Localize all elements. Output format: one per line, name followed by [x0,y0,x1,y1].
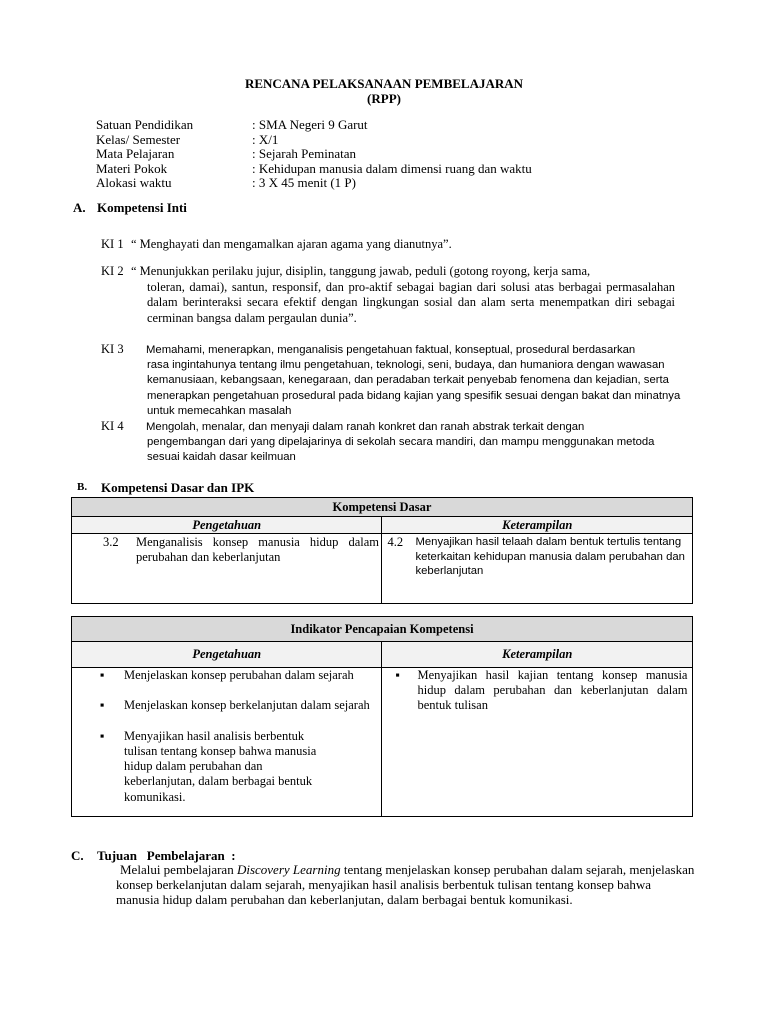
kd-table [71,497,693,604]
ipk-item: Menyajikan hasil analisis berbentuk tulisan tentang konsep bahwa manusia hidup dalam perubahan dan keberlanjutan, dalam berbagai bentuk komunikasi. [124,728,317,804]
kd-table-header: Kompetensi Dasar [72,498,693,517]
kd-number: 4.2 [387,535,404,549]
ipk-item: Menjelaskan konsep berkelanjutan dalam sejarah [124,698,370,713]
ki1-label: KI 1 [101,237,124,251]
info-value: : Kehidupan manusia dalam dimensi ruang dan waktu [252,160,532,176]
bullet-icon: ▪ [395,668,400,682]
kd-keterampilan-cell [382,534,693,604]
ki3-text: rasa ingintahunya tentang ilmu pengetahuan, teknologi, seni, budaya, dan humaniora dengan wawasan kemanusiaan, kebangsaan, kenegaraan, dan peradaban terkait penyebab fenomena dan kejadian, serta menerapkan pengetahuan prosedural pada bidang kajian yang spesifik sesuai dengan bakat dan minatnya untuk memecahkan masalah [147,359,681,417]
kd-text: Menganalisis konsep manusia hidup dalam perubahan dan keberlanjutan [136,535,379,564]
section-a-letter: A. [73,200,86,215]
ki4-first-line: Mengolah, menalar, dan menyaji dalam ranah konkret dan ranah abstrak terkait dengan [146,421,585,433]
info-block [96,118,696,193]
kd-text: Menyajikan hasil telaah dalam bentuk tertulis tentang keterkaitan kehidupan manusia dalam perubahan dan keberlanjutan [415,536,685,577]
bullet-icon: ▪ [100,728,105,743]
info-label: Materi Pokok [96,160,168,176]
kd-number: 3.2 [103,535,119,549]
info-label: Kelas/ Semester [96,131,181,147]
kd-col-keterampilan: Keterampilan [382,517,693,534]
section-b-letter: B. [77,481,88,493]
ipk-item: Menjelaskan konsep perubahan dalam sejarah [124,668,354,682]
tujuan-method: Discovery Learning [236,862,341,877]
document-subtitle: (RPP) [367,91,401,106]
ipk-table [71,616,693,817]
bullet-icon: ▪ [100,668,105,682]
ki1-text: “ Menghayati dan mengamalkan ajaran agama yang dianutnya”. [131,237,452,251]
section-b-title: Kompetensi Dasar dan IPK [101,480,255,495]
section-c-title: Tujuan Pembelajaran : [97,848,236,863]
section-a-title: Kompetensi Inti [97,200,187,215]
document-title: RENCANA PELAKSANAAN PEMBELAJARAN [244,76,524,91]
info-label: Mata Pelajaran [96,146,175,161]
ipk-keterampilan-cell [382,668,693,817]
info-label: Alokasi waktu [96,175,172,190]
ki2-first-line: “ Menunjukkan perilaku jujur, disiplin, tanggung jawab, peduli (gotong royong, kerja sama, [131,264,591,278]
info-value: : X/1 [252,131,279,147]
tujuan-text-post: tentang menjelaskan konsep perubahan dalam sejarah, menjelaskan konsep berkelanjutan dalam sejarah, menyajikan hasil analisis berbentuk tulisan tentang konsep bahwa manusia hidup dalam perubahan dan keberlanjutan, dalam berbagai bentuk komunikasi. [116,862,695,908]
tujuan-text-pre: Melalui pembelajaran [120,862,237,877]
kd-pengetahuan-cell [72,534,382,604]
ki2-label: KI 2 [101,264,124,278]
ipk-col-keterampilan: Keterampilan [382,642,693,668]
ki3-label: KI 3 [101,342,124,356]
ipk-item: Menyajikan hasil kajian tentang konsep manusia hidup dalam perubahan dan keberlanjutan dalam bentuk tulisan [417,668,688,713]
info-value: : 3 X 45 menit (1 P) [252,175,356,190]
ipk-table-header: Indikator Pencapaian Kompetensi [72,617,693,642]
ipk-pengetahuan-cell [72,668,382,817]
tujuan-paragraph [116,862,696,908]
ipk-col-pengetahuan: Pengetahuan [72,642,382,668]
info-value: : Sejarah Peminatan [252,146,356,161]
ki4-label: KI 4 [101,419,124,433]
info-label: Satuan Pendidikan [96,117,194,132]
section-c-letter: C. [71,848,84,863]
bullet-icon: ▪ [100,698,105,713]
info-value: : SMA Negeri 9 Garut [252,117,368,132]
ki3-first-line: Memahami, menerapkan, menganalisis pengetahuan faktual, konseptual, prosedural berdasarkan [146,344,636,356]
ki2-text: toleran, damai), santun, responsif, dan pro-aktif sebagai bagian dari solusi atas berbagai permasalahan dalam berinteraksi secara efektif dengan lingkungan sosial dan alam serta menempatkan diri sebagai cerminan bangsa dalam pergaulan dunia”. [147,279,675,325]
ki4-text: pengembangan dari yang dipelajarinya di sekolah secara mandiri, dan mampu menggunakan metoda sesuai kaidah dasar keilmuan [147,436,655,464]
kd-col-pengetahuan: Pengetahuan [72,517,382,534]
